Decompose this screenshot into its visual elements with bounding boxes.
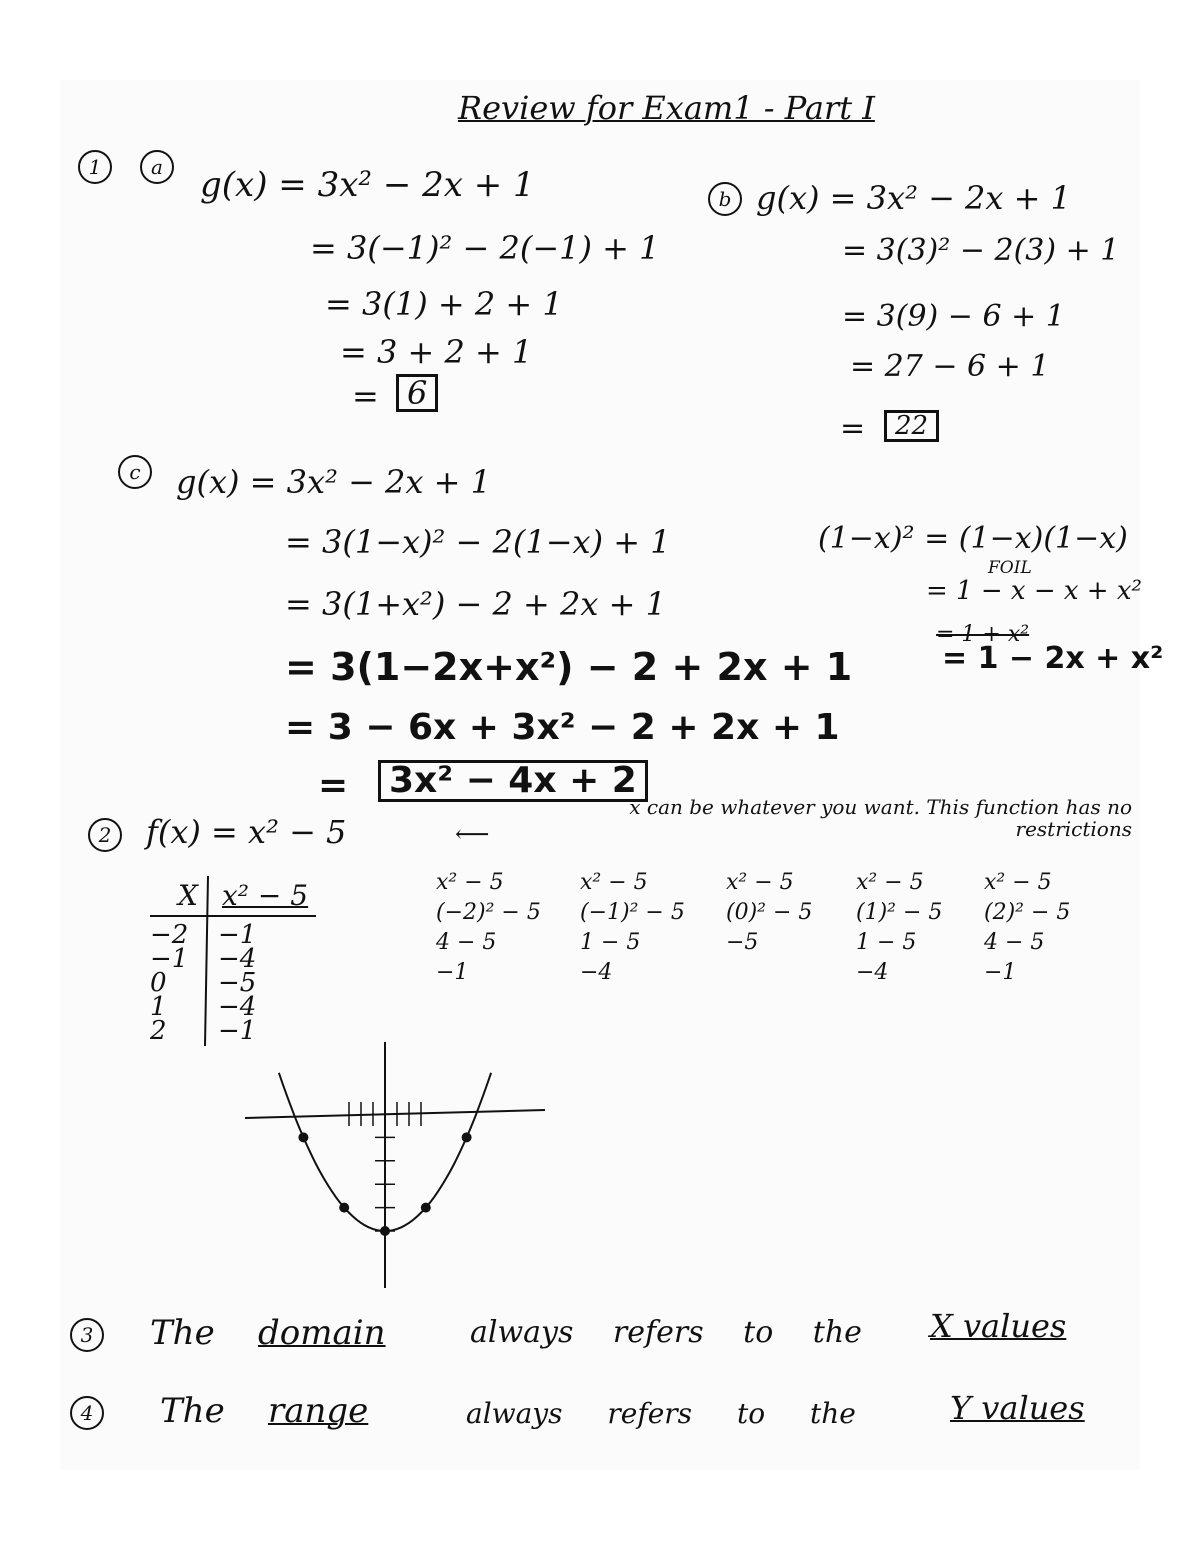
table-x-cell: −2 xyxy=(150,920,189,950)
problem-4-text-1: The xyxy=(160,1391,225,1431)
table-header-x: X xyxy=(178,879,198,912)
graph-point xyxy=(462,1132,472,1142)
problem-1a-line-4: = 3 + 2 + 1 xyxy=(340,333,533,371)
work-col-1-line-3: 4 − 5 xyxy=(436,930,497,955)
problem-2-function: f(x) = x² − 5 xyxy=(146,813,347,851)
problem-1a-answer-prefix: = xyxy=(352,377,379,415)
table-x-cell: 1 xyxy=(150,992,167,1022)
work-col-3-line-1: x² − 5 xyxy=(726,870,794,895)
foil-result: = 1 − 2x + x² xyxy=(942,641,1164,676)
x-axis xyxy=(245,1110,545,1118)
problem-2-number: 2 xyxy=(88,818,122,852)
parabola-graph xyxy=(240,1040,550,1290)
work-col-4-line-1: x² − 5 xyxy=(856,870,924,895)
arrow-icon: ⟵ xyxy=(455,820,490,848)
problem-1c-line-1: g(x) = 3x² − 2x + 1 xyxy=(176,463,491,501)
graph-point xyxy=(298,1132,308,1142)
problem-1c-line-4: = 3(1−2x+x²) − 2 + 2x + 1 xyxy=(285,645,853,689)
problem-1-number: 1 xyxy=(78,150,112,184)
problem-3-number: 3 xyxy=(70,1318,104,1352)
problem-1b-line-2: = 3(3)² − 2(3) + 1 xyxy=(842,233,1120,268)
problem-1c-answer-prefix: = xyxy=(318,765,349,806)
problem-1b-answer-prefix: = xyxy=(840,411,866,446)
work-col-1-line-2: (−2)² − 5 xyxy=(436,900,541,925)
graph-point xyxy=(380,1226,390,1236)
problem-1a-line-2: = 3(−1)² − 2(−1) + 1 xyxy=(310,229,660,267)
problem-1a-label: a xyxy=(140,150,174,184)
table-y-cell: −4 xyxy=(218,944,257,974)
problem-3-keyword: domain xyxy=(258,1313,386,1353)
work-col-3-line-3: −5 xyxy=(726,930,759,955)
problem-1a-line-1: g(x) = 3x² − 2x + 1 xyxy=(200,165,535,205)
work-col-1-line-1: x² − 5 xyxy=(436,870,504,895)
work-col-5-line-3: 4 − 5 xyxy=(984,930,1045,955)
work-col-2-line-3: 1 − 5 xyxy=(580,930,641,955)
problem-3-values: X values xyxy=(930,1307,1067,1345)
work-col-4-line-2: (1)² − 5 xyxy=(856,900,943,925)
work-col-5-line-4: −1 xyxy=(984,960,1017,985)
problem-1b-line-1: g(x) = 3x² − 2x + 1 xyxy=(756,179,1071,217)
problem-1c-line-5: = 3 − 6x + 3x² − 2 + 2x + 1 xyxy=(285,707,840,748)
problem-1c-label: c xyxy=(118,455,152,489)
table-header-y: x² − 5 xyxy=(222,879,309,912)
graph-point xyxy=(339,1203,349,1213)
foil-label: FOIL xyxy=(988,558,1032,578)
work-col-2-line-4: −4 xyxy=(580,960,613,985)
problem-4-keyword: range xyxy=(268,1391,369,1431)
work-col-2-line-1: x² − 5 xyxy=(580,870,648,895)
table-y-cell: −4 xyxy=(218,992,257,1022)
table-x-cell: −1 xyxy=(150,944,189,974)
problem-1a-answer: 6 xyxy=(396,374,438,412)
table-x-cell: 0 xyxy=(150,968,167,998)
work-col-5-line-1: x² − 5 xyxy=(984,870,1052,895)
work-col-3-line-2: (0)² − 5 xyxy=(726,900,813,925)
problem-4-values: Y values xyxy=(950,1389,1085,1427)
work-col-4-line-4: −4 xyxy=(856,960,889,985)
graph-point xyxy=(421,1203,431,1213)
work-col-1-line-4: −1 xyxy=(436,960,469,985)
problem-2-note: x can be whatever you want. This function has no restrictions xyxy=(629,795,1132,841)
problem-1b-line-4: = 27 − 6 + 1 xyxy=(850,349,1050,384)
work-col-5-line-2: (2)² − 5 xyxy=(984,900,1071,925)
table-y-cell: −1 xyxy=(218,920,257,950)
problem-1b-line-3: = 3(9) − 6 + 1 xyxy=(842,299,1065,334)
problem-4-number: 4 xyxy=(70,1396,104,1430)
problem-1c-answer: 3x² − 4x + 2 xyxy=(378,760,648,802)
problem-3-text-2: always refers to the xyxy=(470,1315,862,1350)
foil-line-2: = 1 − x − x + x² xyxy=(926,576,1142,606)
problem-3-text-1: The xyxy=(150,1313,215,1353)
foil-crossed-line: = 1 + x² xyxy=(936,622,1030,647)
table-y-cell: −1 xyxy=(218,1016,257,1046)
problem-1b-label: b xyxy=(708,182,742,216)
foil-line-1: (1−x)² = (1−x)(1−x) xyxy=(818,521,1128,556)
work-col-4-line-3: 1 − 5 xyxy=(856,930,917,955)
work-col-2-line-2: (−1)² − 5 xyxy=(580,900,685,925)
problem-1b-answer: 22 xyxy=(884,410,939,442)
problem-1a-line-3: = 3(1) + 2 + 1 xyxy=(325,285,563,323)
problem-1c-line-3: = 3(1+x²) − 2 + 2x + 1 xyxy=(285,585,666,623)
table-x-cell: 2 xyxy=(150,1016,167,1046)
table-y-cell: −5 xyxy=(218,968,257,998)
page-title: Review for Exam1 - Part I xyxy=(458,89,875,127)
problem-1c-line-2: = 3(1−x)² − 2(1−x) + 1 xyxy=(285,523,671,561)
problem-4-text-2: always refers to the xyxy=(466,1397,856,1430)
